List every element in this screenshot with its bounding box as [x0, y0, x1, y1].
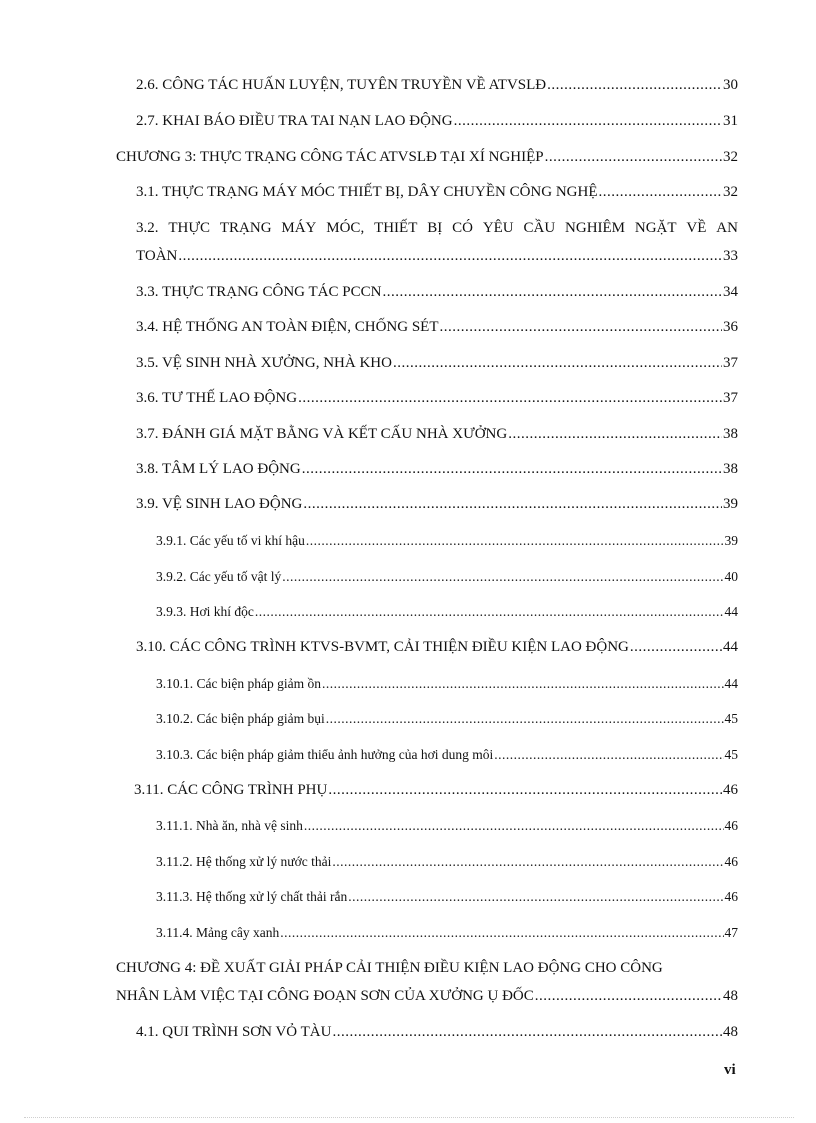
dot-leader — [282, 568, 723, 586]
justified-word: THỰC — [168, 220, 210, 236]
toc-entry-3-4 — [136, 318, 738, 336]
toc-entry-label: 2.7. KHAI BÁO ĐIỀU TRA TAI NẠN LAO ĐỘNG — [136, 113, 453, 129]
toc-entry-label-line1: CHƯƠNG 4: ĐỀ XUẤT GIẢI PHÁP CẢI THIỆN ĐIỀU KIỆN LAO ĐỘNG CHO CÔNG — [116, 960, 663, 976]
toc-entry-page: 37 — [723, 390, 738, 406]
toc-entry-3-11-1 — [156, 817, 738, 835]
toc-entry-page: 30 — [723, 77, 738, 93]
toc-entry-label: 3.9.1. Các yếu tố vi khí hậu — [156, 533, 305, 548]
justified-word: CẦU — [523, 220, 556, 236]
toc-entry-3-10-3 — [156, 746, 738, 764]
toc-entry-label: NHÂN LÀM VIỆC TẠI CÔNG ĐOẠN SƠN CỦA XƯỞNG Ụ ĐỐC — [116, 988, 534, 1004]
toc-entry-4-1 — [136, 1023, 738, 1041]
toc-entry-page: 38 — [723, 426, 738, 442]
toc-entry-label: 3.10. CÁC CÔNG TRÌNH KTVS-BVMT, CẢI THIỆN ĐIỀU KIỆN LAO ĐỘNG — [136, 639, 629, 655]
toc-entry-page: 39 — [724, 533, 738, 548]
toc-entry-page: 46 — [724, 889, 738, 904]
dot-leader — [328, 781, 722, 799]
dot-leader — [280, 924, 723, 942]
dot-leader — [255, 603, 724, 621]
toc-entry-3-9-1 — [156, 532, 738, 550]
toc-entry-3-6 — [136, 389, 738, 407]
dot-leader — [494, 746, 723, 764]
dot-leader — [303, 495, 722, 513]
toc-entry-page: 39 — [723, 496, 738, 512]
toc-entry-3-1 — [136, 183, 738, 201]
toc-entry-label: 4.1. QUI TRÌNH SƠN VỎ TÀU — [136, 1024, 332, 1040]
dot-leader — [326, 710, 724, 728]
toc-entry-page: 45 — [724, 711, 738, 726]
toc-entry-chapter-3 — [116, 148, 738, 166]
toc-entry-3-9 — [136, 495, 738, 513]
justified-word: MÓC, — [326, 220, 365, 236]
justified-word: TRẠNG — [219, 220, 272, 236]
toc-entry-page: 47 — [724, 925, 738, 940]
toc-entry-label: 2.6. CÔNG TÁC HUẤN LUYỆN, TUYÊN TRUYỀN VỀ ATVSLĐ — [136, 77, 547, 93]
toc-entry-3-10-2 — [156, 710, 738, 728]
justified-word: YÊU — [482, 220, 514, 236]
toc-entry-label: CHƯƠNG 3: THỰC TRẠNG CÔNG TÁC ATVSLĐ TẠI XÍ NGHIỆP — [116, 149, 544, 165]
toc-entry-3-11-3 — [156, 888, 738, 906]
toc-entry-page: 32 — [723, 184, 738, 200]
dot-leader — [630, 638, 722, 656]
toc-entry-3-11-4 — [156, 924, 738, 942]
dot-leader — [322, 675, 724, 693]
toc-entry-label: 3.10.1. Các biện pháp giảm ồn — [156, 676, 321, 691]
dot-leader — [545, 148, 722, 166]
dot-leader — [178, 247, 722, 265]
justified-word: AN — [716, 220, 738, 236]
toc-entry-page: 46 — [724, 818, 738, 833]
justified-word: THIẾT — [374, 220, 418, 236]
toc-entry-3-5 — [136, 354, 738, 372]
dot-leader — [440, 318, 723, 336]
dot-leader — [304, 817, 724, 835]
toc-entry-page: 48 — [723, 1024, 738, 1040]
justified-word: VỀ — [686, 220, 707, 236]
toc-entry-3-11 — [134, 781, 738, 799]
dot-leader — [302, 460, 722, 478]
dot-leader — [306, 532, 724, 550]
toc-entry-3-2 — [136, 219, 738, 265]
toc-entry-page: 44 — [723, 639, 738, 655]
dot-leader — [508, 425, 722, 443]
dot-leader — [332, 1023, 722, 1041]
toc-entry-label: 3.9.3. Hơi khí độc — [156, 604, 254, 619]
toc-entry-3-10 — [136, 638, 738, 656]
dot-leader — [298, 389, 722, 407]
toc-entry-page: 38 — [723, 461, 738, 477]
toc-entry-3-7 — [136, 425, 738, 443]
toc-entry-page: 44 — [724, 676, 738, 691]
dot-leader — [547, 76, 722, 94]
toc-entry-2-7 — [136, 112, 738, 130]
toc-entry-label: 3.11.3. Hệ thống xử lý chất thải rắn — [156, 889, 348, 904]
dot-leader — [535, 987, 722, 1005]
toc-entry-chapter-4 — [116, 959, 738, 1005]
toc-entry-page: 34 — [723, 284, 738, 300]
toc-entry-page: 33 — [723, 248, 738, 264]
toc-entry-label: 3.1. THỰC TRẠNG MÁY MÓC THIẾT BỊ, DÂY CHUYỀN CÔNG NGHỆ — [136, 184, 598, 200]
justified-word: NGẶT — [634, 220, 677, 236]
justified-word: BỊ — [427, 220, 443, 236]
toc-entry-2-6 — [136, 76, 738, 94]
toc-entry-label: TOÀN — [136, 248, 178, 264]
justified-word: 3.2. — [136, 220, 159, 236]
justified-word: MÁY — [281, 220, 317, 236]
toc-entry-label: 3.10.2. Các biện pháp giảm bụi — [156, 711, 325, 726]
toc-entry-label: 3.6. TƯ THẾ LAO ĐỘNG — [136, 390, 298, 406]
toc-entry-3-11-2 — [156, 853, 738, 871]
toc-entry-page: 36 — [723, 319, 738, 335]
toc-entry-label: 3.4. HỆ THỐNG AN TOÀN ĐIỆN, CHỐNG SÉT — [136, 319, 439, 335]
toc-entry-page: 48 — [723, 988, 738, 1004]
toc-entry-page: 44 — [724, 604, 738, 619]
page-number: vi — [724, 1062, 736, 1078]
justified-word: CÓ — [452, 220, 473, 236]
toc-entry-3-9-3 — [156, 603, 738, 621]
toc-entry-label: 3.5. VỆ SINH NHÀ XƯỞNG, NHÀ KHO — [136, 355, 392, 371]
toc-entry-page: 31 — [723, 113, 738, 129]
toc-entry-3-10-1 — [156, 675, 738, 693]
dot-leader — [348, 888, 723, 906]
dot-leader — [382, 283, 722, 301]
dot-leader — [332, 853, 723, 871]
toc-entry-label: 3.11. CÁC CÔNG TRÌNH PHỤ — [134, 782, 328, 798]
toc-entry-page: 32 — [723, 149, 738, 165]
page-bottom-border — [24, 1117, 794, 1118]
toc-entry-label: 3.11.2. Hệ thống xử lý nước thải — [156, 854, 332, 869]
toc-entry-label-line1 — [136, 219, 738, 237]
toc-entry-page: 45 — [724, 747, 738, 762]
justified-word: NGHIÊM — [565, 220, 626, 236]
toc-entry-label: 3.3. THỰC TRẠNG CÔNG TÁC PCCN — [136, 284, 382, 300]
toc-entry-label: 3.9. VỆ SINH LAO ĐỘNG — [136, 496, 303, 512]
toc-entry-page: 40 — [724, 569, 738, 584]
toc-entry-3-8 — [136, 460, 738, 478]
toc-entry-label: 3.7. ĐÁNH GIÁ MẶT BẰNG VÀ KẾT CẤU NHÀ XƯỞNG — [136, 426, 508, 442]
toc-entry-label: 3.9.2. Các yếu tố vật lý — [156, 569, 282, 584]
toc-entry-3-3 — [136, 283, 738, 301]
toc-entry-label: 3.11.4. Mảng cây xanh — [156, 925, 280, 940]
dot-leader — [599, 183, 722, 201]
toc-entry-page: 37 — [723, 355, 738, 371]
toc-entry-page: 46 — [724, 854, 738, 869]
dot-leader — [454, 112, 722, 130]
toc-entry-3-9-2 — [156, 568, 738, 586]
toc-entry-label: 3.10.3. Các biện pháp giảm thiểu ảnh hưởng của hơi dung môi — [156, 747, 494, 762]
toc-entry-page: 46 — [723, 782, 738, 798]
toc-entry-label: 3.8. TÂM LÝ LAO ĐỘNG — [136, 461, 301, 477]
dot-leader — [393, 354, 722, 372]
toc-entry-label: 3.11.1. Nhà ăn, nhà vệ sinh — [156, 818, 303, 833]
